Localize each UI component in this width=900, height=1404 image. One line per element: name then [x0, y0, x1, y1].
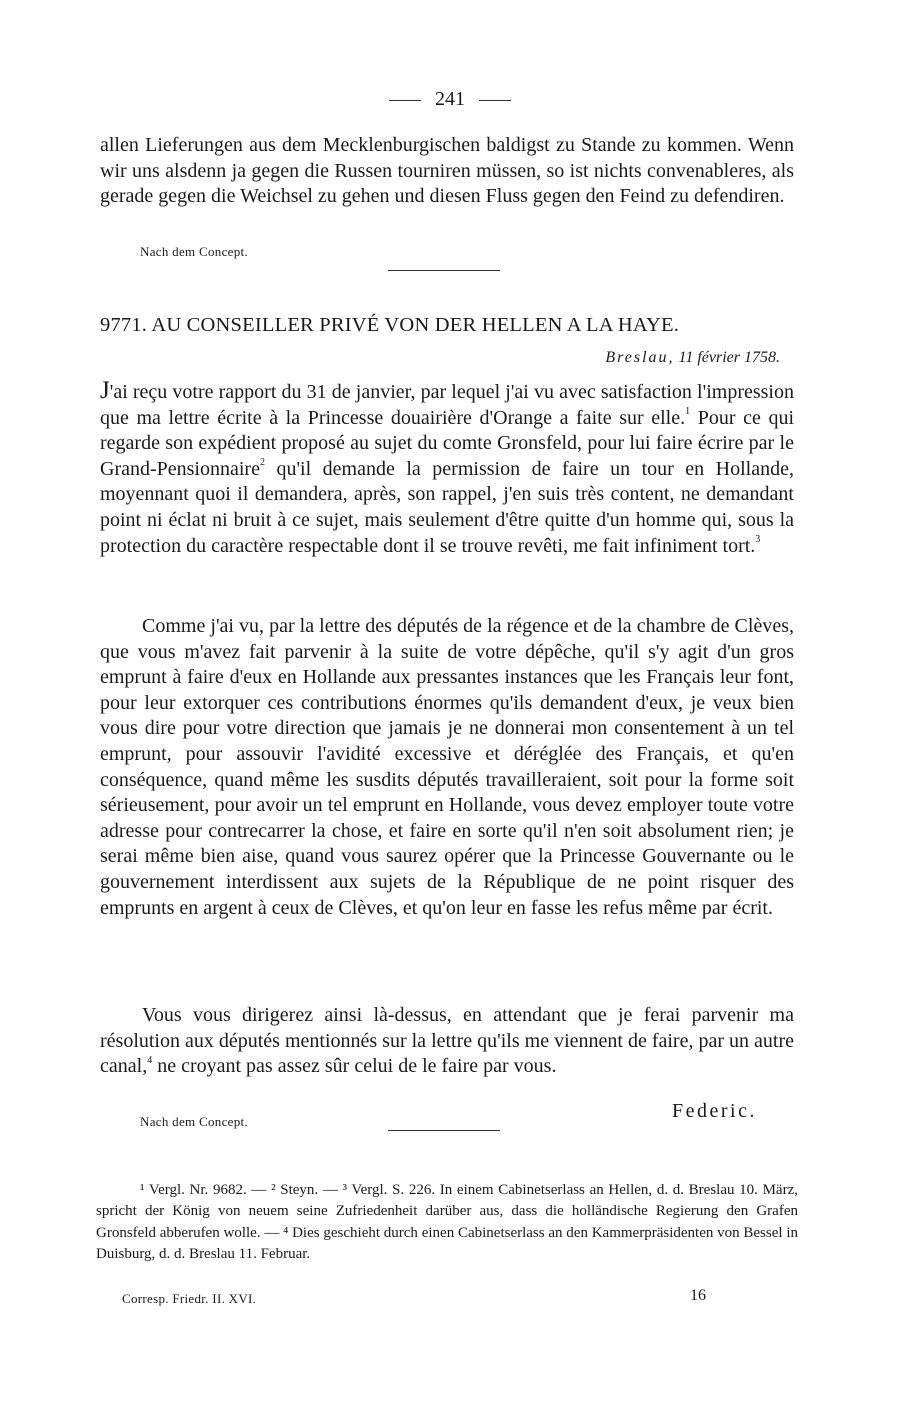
p1-text-a: 'ai reçu votre rapport du 31 de janvier, par lequel j'ai vu avec satisfaction l'impression que ma lettre écrite à la Princesse douairière d'Orange a faite sur elle. — [100, 381, 794, 429]
intro-paragraph: allen Lieferungen aus dem Mecklenburgischen baldigst zu Stande zu kommen. Wenn wir uns alsdenn ja gegen die Russen tourniren müssen, so ist nichts convenableres, als gerade gegen die Weichsel zu gehen und diesen Fluss gegen den Feind zu defendiren. — [100, 134, 794, 208]
letter-dateline — [605, 349, 780, 367]
letter-date: 11 février 1758. — [678, 349, 780, 366]
page-number: 241 — [435, 88, 465, 110]
footnote-ref-1: 1 — [685, 405, 691, 417]
header-dash-right — [479, 100, 511, 101]
series-label: Corresp. Friedr. II. XVI. — [122, 1291, 257, 1306]
p3-text-b: ne croyant pas assez sûr celui de le faire par vous. — [152, 1055, 557, 1078]
footnote-ref-2: 2 — [259, 457, 265, 469]
footnotes-text: ¹ Vergl. Nr. 9682. — ² Steyn. — ³ Vergl. S. 226. In einem Cabinetserlass an Hellen, d. d. Breslau 10. März, spricht der König von neuem seine Zufriedenheit darüber aus, dass die holländische Regierung den Grafen Gronsfeld abberufen wolle. — ⁴ Dies geschieht durch einen Cabinetserlass an den Kammerpräsidenten von Bessel in Duisburg, d. d. Breslau 11. Februar. — [96, 1182, 798, 1263]
section-divider-bottom — [388, 1130, 500, 1131]
p1-text-b: Pour ce qui regarde son expédient proposé au sujet du comte Gronsfeld, pour lui faire écrire par le Grand-Pensionnaire — [100, 406, 795, 480]
initial-letter: J — [100, 377, 110, 404]
footnotes — [96, 1180, 798, 1266]
letter-paragraph-3 — [100, 1003, 794, 1080]
signature-mark: 16 — [690, 1287, 706, 1304]
p3-text-a: Vous vous dirigerez ainsi là-dessus, en attendant que je ferai parvenir ma résolution aux députés mentionnés sur la lettre qu'ils me viennent de faire, par un autre canal, — [100, 1004, 794, 1078]
section-divider — [388, 270, 500, 271]
letter-paragraph-1 — [100, 378, 794, 559]
intro-source-note: Nach dem Concept. — [140, 244, 248, 259]
letter-place: Breslau, — [605, 349, 675, 366]
letter-source-note: Nach dem Concept. — [140, 1114, 248, 1129]
footnote-ref-4: 4 — [147, 1054, 153, 1066]
signature: Federic. — [672, 1100, 757, 1122]
footnote-ref-3: 3 — [755, 533, 761, 545]
letter-paragraph-2 — [100, 614, 794, 921]
p2-text: Comme j'ai vu, par la lettre des députés de la régence et de la chambre de Clèves, que vous m'avez fait parvenir à la suite de votre dépêche, qu'il s'y agit d'un gros emprunt à faire d'eux en Hollande aux pressantes instances que les Français leur font, pour leur extorquer ces contributions énormes qu'ils demandent d'eux, je veux bien vous dire pour votre direction que jamais je ne donnerai mon consentement à un tel emprunt, pour assouvir l'avidité excessive et déréglée des Français, et qu'en conséquence, quand même les susdits députés travailleraient, soit pour la forme soit sérieusement, pour avoir un tel emprunt en Hollande, vous devez employer toute votre adresse pour contrecarrer la chose, et faire en sorte qu'il n'en soit absolument rien; je serai même bien aise, quand vous saurez opérer que la Princesse Gouvernante ou le gouvernement interdissent aux sujets de la République de ne point risquer des emprunts en argent à ceux de Clèves, et qu'on leur en fasse les refus même par écrit. — [100, 615, 794, 919]
header-dash-left — [389, 100, 421, 101]
p1-text-c: qu'il demande la permission de faire un tour en Hollande, moyennant quoi il demandera, après, son rappel, j'en suis très content, ne demandant point ni éclat ni bruit à ce sujet, mais seulement d'être quitte d'un homme qui, sous la protection du caractère respectable dont il se trouve revêti, me fait infiniment tort. — [100, 457, 794, 557]
letter-title: 9771. AU CONSEILLER PRIVÉ VON DER HELLEN A LA HAYE. — [100, 314, 680, 336]
page-header — [0, 88, 900, 111]
